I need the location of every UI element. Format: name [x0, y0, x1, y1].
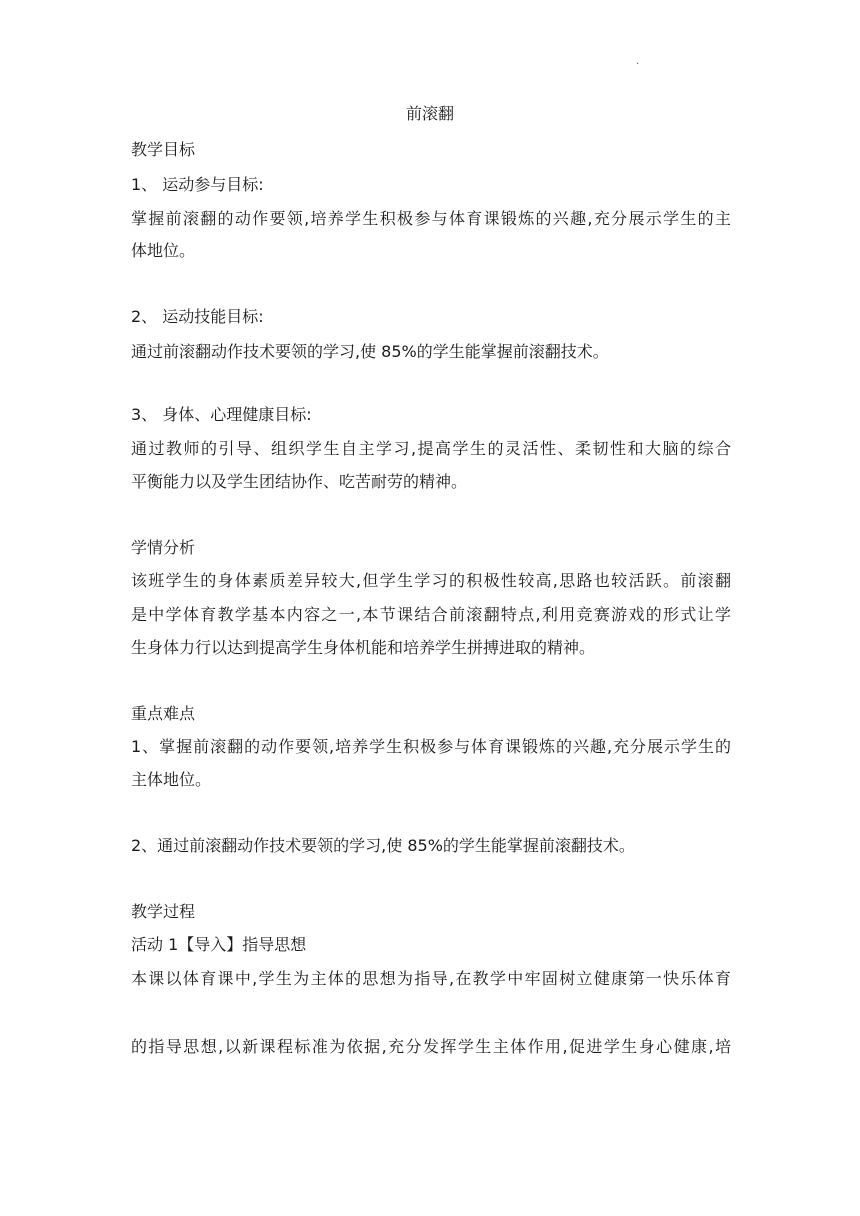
analysis-text: 生身体力行以达到提高学生身体机能和培养学生拼搏进取的精神。 [131, 638, 596, 657]
key-points-heading: 重点难点 [131, 704, 196, 723]
key-point-item: 1、掌握前滚翻的动作要领,培养学生积极参与体育课锻炼的兴趣,充分展示学生的 [131, 737, 731, 756]
goal3-title: 3、 身体、心理健康目标: [131, 405, 312, 424]
key-point-item: 2、通过前滚翻动作技术要领的学习,使 85%的学生能掌握前滚翻技术。 [131, 836, 635, 855]
goal3-text: 平衡能力以及学生团结协作、吃苦耐劳的精神。 [131, 472, 468, 491]
analysis-text: 该班学生的身体素质差异较大,但学生学习的积极性较高,思路也较活跃。前滚翻 [131, 571, 731, 590]
analysis-heading: 学情分析 [131, 538, 196, 557]
document-title: 前滚翻 [405, 104, 454, 123]
goal1-text: 体地位。 [131, 241, 196, 260]
key-point-item: 主体地位。 [131, 770, 212, 789]
analysis-text: 是中学体育教学基本内容之一,本节课结合前滚翻特点,利用竞赛游戏的形式让学 [131, 605, 731, 624]
objectives-heading: 教学目标 [131, 140, 196, 159]
activity1-text: 的指导思想,以新课程标准为依据,充分发挥学生主体作用,促进学生身心健康,培 [131, 1037, 731, 1056]
process-heading: 教学过程 [131, 902, 196, 921]
goal1-title: 1、 运动参与目标: [131, 175, 264, 194]
goal3-text: 通过教师的引导、组织学生自主学习,提高学生的灵活性、柔韧性和大脑的综合 [131, 439, 731, 458]
goal2-title: 2、 运动技能目标: [131, 307, 264, 326]
goal2-text: 通过前滚翻动作技术要领的学习,使 85%的学生能掌握前滚翻技术。 [131, 342, 609, 361]
header-mark: . [636, 56, 640, 67]
activity1-title: 活动 1【导入】指导思想 [131, 935, 307, 954]
goal1-text: 掌握前滚翻的动作要领,培养学生积极参与体育课锻炼的兴趣,充分展示学生的主 [131, 209, 731, 228]
activity1-text: 本课以体育课中,学生为主体的思想为指导,在教学中牢固树立健康第一快乐体育 [131, 969, 731, 988]
